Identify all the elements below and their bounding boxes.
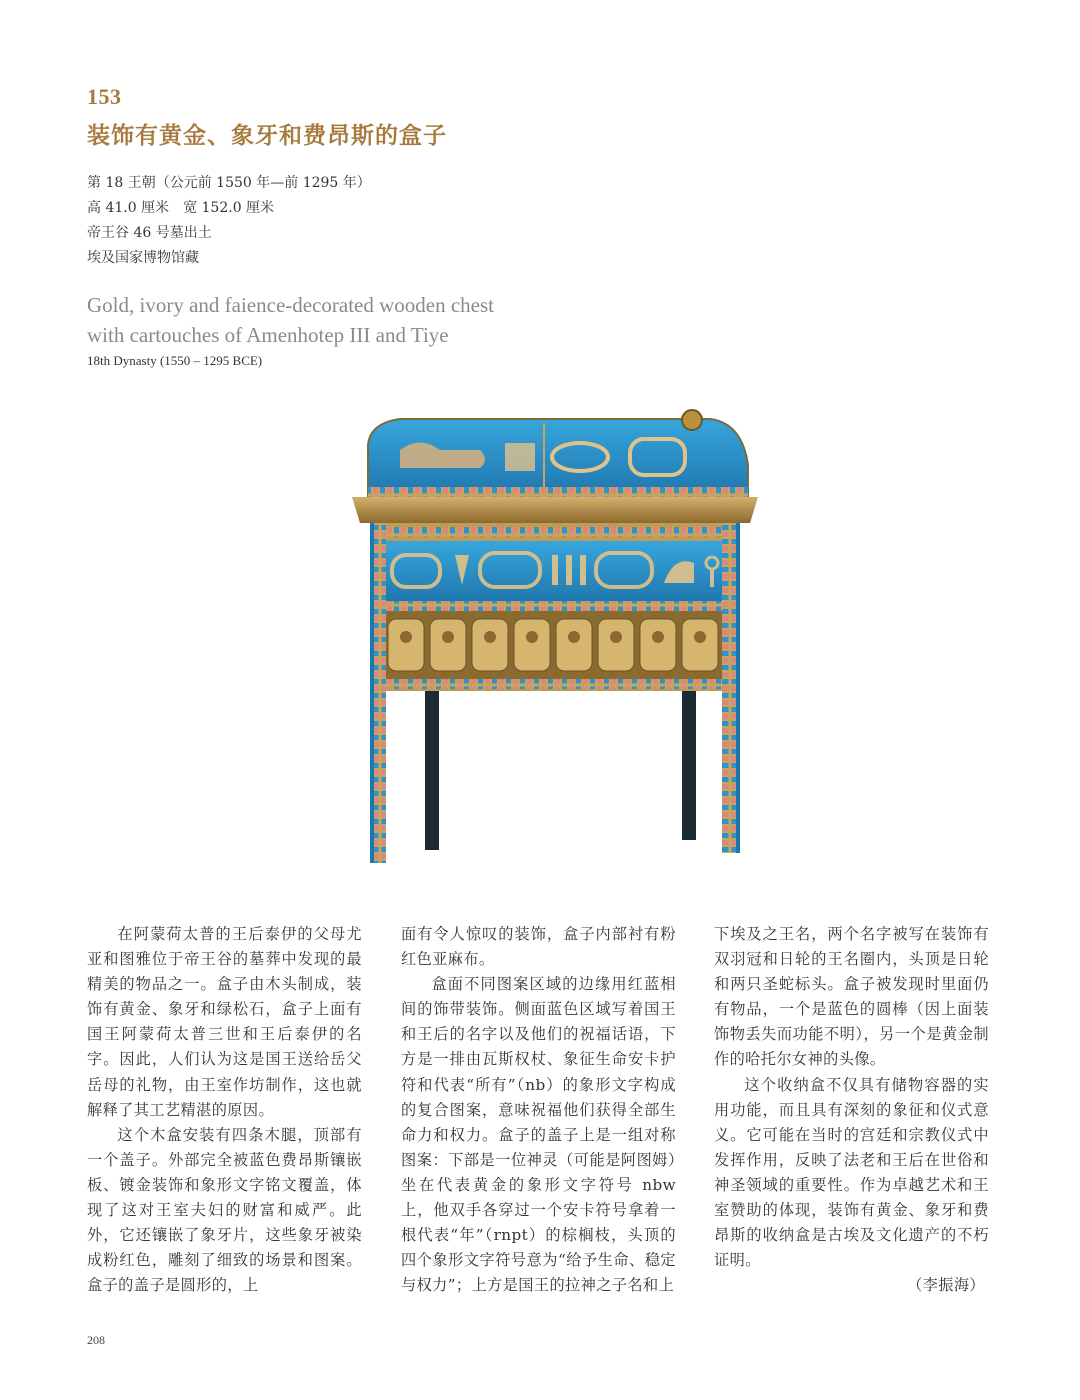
object-metadata — [87, 171, 371, 271]
body-paragraph: 在阿蒙荷太普的王后泰伊的父母尤亚和图雅位于帝王谷的墓葬中发现的最精美的物品之一。盒子由木头制成，装饰有黄金、象牙和绿松石，盒子上面有国王阿蒙荷太普三世和王后泰伊的名字。因此，人们认为这是国王送给岳父岳母的礼物，由王室作坊制作，这也就解释了其工艺精湛的原因。 — [87, 925, 362, 1119]
body-column-3 — [714, 922, 989, 1298]
collection-line: 埃及国家博物馆藏 — [87, 250, 199, 266]
catalog-number: 153 — [87, 84, 122, 109]
author-credit: （李振海） — [907, 1276, 985, 1295]
provenance-line: 帝王谷 46 号墓出土 — [87, 225, 212, 241]
english-title-line-2: with cartouches of Amenhotep III and Tiye — [87, 323, 449, 347]
english-title-line-1: Gold, ivory and faience-decorated wooden chest — [87, 293, 494, 317]
body-paragraph: 盒面不同图案区域的边缘用红蓝相间的饰带装饰。侧面蓝色区域写着国王和王后的名字以及他们的祝福话语，下方是一排由瓦斯权杖、象征生命安卡护符和代表“所有”（nb）的象形文字构成的复合图案，意味祝福他们获得全部生命力和权力。盒子的盖子上是一组对称图案：下部是一位神灵（可能是阿图姆）坐在代表黄金的象形文字符号 nbw 上，他双手各穿过一个安卡符号拿着一根代表“年”（rnpt）的棕榈枝，头顶的四个象形文字符号意为“给予生命、稳定与权力”；上方是国王的拉神之子名和上 — [401, 975, 676, 1295]
dynasty-line: 第 18 王朝（公元前 1550 年—前 1295 年） — [87, 175, 371, 191]
page-number: 208 — [87, 1333, 105, 1347]
page-title: 装饰有黄金、象牙和费昂斯的盒子 — [87, 122, 447, 149]
chest-photo — [330, 405, 770, 875]
body-column-2 — [401, 922, 676, 1298]
body-paragraph: 这个木盒安装有四条木腿，顶部有一个盖子。外部完全被蓝色费昂斯镶嵌板、镀金装饰和象形文字铭文覆盖，体现了这对王室夫妇的财富和威严。此外，它还镶嵌了象牙片，这些象牙被染成粉红色，雕刻了细致的场景和图案。盒子的盖子是圆形的，上 — [87, 1125, 362, 1295]
english-title — [87, 290, 494, 350]
body-paragraph: 这个收纳盒不仅具有储物容器的实用功能，而且具有深刻的象征和仪式意义。它可能在当时的宫廷和宗教仪式中发挥作用，反映了法老和王后在世俗和神圣领域的重要性。作为卓越艺术和王室赞助的体现，装饰有黄金、象牙和费昂斯的收纳盒是古埃及文化遗产的不朽证明。 — [714, 1075, 989, 1270]
body-paragraph: 下埃及之王名，两个名字被写在装饰有双羽冠和日轮的王名圈内，头顶是日轮和两只圣蛇标头。盒子被发现时里面仍有物品，一个是蓝色的圆棒（因上面装饰物丢失而功能不明），另一个是黄金制作的哈托尔女神的头像。 — [714, 925, 989, 1069]
body-paragraph: 面有令人惊叹的装饰，盒子内部衬有粉红色亚麻布。 — [401, 925, 676, 969]
english-dynasty: 18th Dynasty (1550 – 1295 BCE) — [87, 353, 263, 368]
dimensions-line: 高 41.0 厘米 宽 152.0 厘米 — [87, 200, 275, 216]
body-column-1 — [87, 922, 362, 1298]
